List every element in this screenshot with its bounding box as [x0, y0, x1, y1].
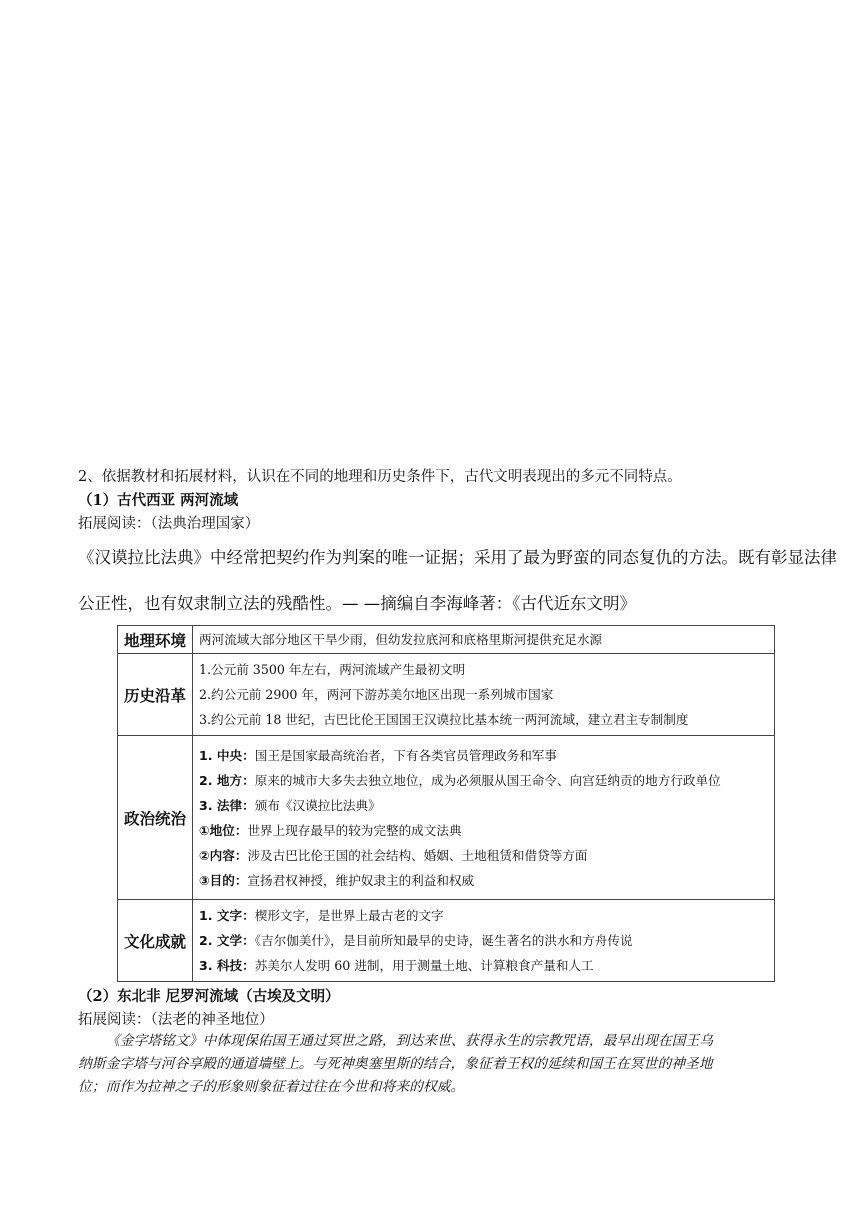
row-item [199, 953, 774, 978]
row-item-text: 1.公元前 3500 年左右，两河流域产生最初文明 [199, 662, 466, 677]
row-item-text: 涉及古巴比伦王国的社会结构、婚姻、土地租赁和借贷等方面 [247, 847, 588, 863]
section2-paragraph-line3: 位；而作为拉神之子的形象则象征着过往在今世和将来的权威。 [78, 1079, 465, 1095]
row-item-label: 1. 中央： [199, 747, 255, 763]
row-item-text: 世界上现存最早的较为完整的成文法典 [247, 822, 462, 838]
row-content [193, 736, 775, 900]
row-item-label: 3. 法律： [199, 797, 255, 813]
row-item [199, 627, 774, 652]
row-content [193, 900, 775, 982]
section1-reading-label: 拓展阅读：（法典治理国家） [78, 516, 260, 532]
row-item-text: 原来的城市大多失去独立地位，成为必须服从国王命令、向宫廷纳贡的地方行政单位 [254, 772, 721, 788]
row-item [199, 657, 774, 682]
row-item-text: 楔形文字，是世界上最古老的文字 [254, 908, 444, 923]
section2-heading: （2）东北非 尼罗河流域（古埃及文明） [78, 988, 340, 1005]
row-item [199, 928, 774, 953]
row-content [193, 654, 775, 736]
row-item-text: 两河流域大部分地区干旱少雨，但幼发拉底河和底格里斯河提供充足水源 [199, 632, 602, 647]
row-item-text: 3.约公元前 18 世纪，古巴比伦王国国王汉谟拉比基本统一两河流域，建立君主专制制度 [199, 712, 689, 727]
table-row [118, 900, 775, 982]
row-category: 历史沿革 [118, 654, 193, 736]
row-category: 文化成就 [118, 900, 193, 982]
row-content [193, 626, 775, 654]
section1-heading: （1）古代西亚 两河流域 [78, 492, 239, 509]
row-item [199, 818, 774, 843]
row-category: 地理环境 [118, 626, 193, 654]
row-item-label: 3. 科技： [199, 958, 255, 973]
row-item [199, 743, 774, 768]
row-item [199, 868, 774, 893]
row-item-text: 宣扬君权神授，维护奴隶主的利益和权威 [247, 872, 475, 888]
intro-line: 2、依据教材和拓展材料，认识在不同的地理和历史条件下，古代文明表现出的多元不同特点。 [78, 469, 682, 485]
row-item-text: 国王是国家最高统治者，下有各类官员管理政务和军事 [254, 747, 557, 763]
row-item-label: 1. 文字： [199, 908, 255, 923]
section1-quote-line1: 《汉谟拉比法典》中经常把契约作为判案的唯一证据；采用了最为野蛮的同态复仇的方法。既有彰显法律 [78, 548, 837, 567]
section2-paragraph-line2: 纳斯金字塔与河谷享殿的通道墙壁上。与死神奥塞里斯的结合，象征着王权的延续和国王在冥世的神圣地 [78, 1056, 713, 1072]
row-item-label: 2. 文学： [199, 933, 255, 948]
row-item-text: 2.约公元前 2900 年，两河下游苏美尔地区出现一系列城市国家 [199, 687, 554, 702]
row-item-text: 颁布《汉谟拉比法典》 [254, 797, 381, 813]
row-item-text: 《吉尔伽美什》，是目前所知最早的史诗，诞生著名的洪水和方舟传说 [254, 933, 633, 948]
section2-paragraph-line1: 《金字塔铭文》中体现保佑国王通过冥世之路，到达来世、获得永生的宗教咒语，最早出现在国王乌 [106, 1033, 714, 1049]
row-item-label: 2. 地方： [199, 772, 255, 788]
row-item-label: ②内容： [199, 847, 248, 863]
row-item-label: ①地位： [199, 822, 248, 838]
table-row [118, 626, 775, 654]
row-item-text: 苏美尔人发明 60 进制，用于测量土地、计算粮食产量和人工 [254, 958, 594, 973]
table-row [118, 654, 775, 736]
row-item [199, 768, 774, 793]
row-item [199, 707, 774, 732]
row-item [199, 843, 774, 868]
row-item-label: ③目的： [199, 872, 248, 888]
civilization-summary-table [117, 625, 775, 982]
row-item [199, 903, 774, 928]
row-category: 政治统治 [118, 736, 193, 900]
section2-reading-label: 拓展阅读：（法老的神圣地位） [78, 1012, 274, 1028]
section1-quote-line2: 公正性，也有奴隶制立法的残酷性。— —摘编自李海峰著：《古代近东文明》 [78, 594, 636, 613]
row-item [199, 793, 774, 818]
table-row [118, 736, 775, 900]
row-item [199, 682, 774, 707]
